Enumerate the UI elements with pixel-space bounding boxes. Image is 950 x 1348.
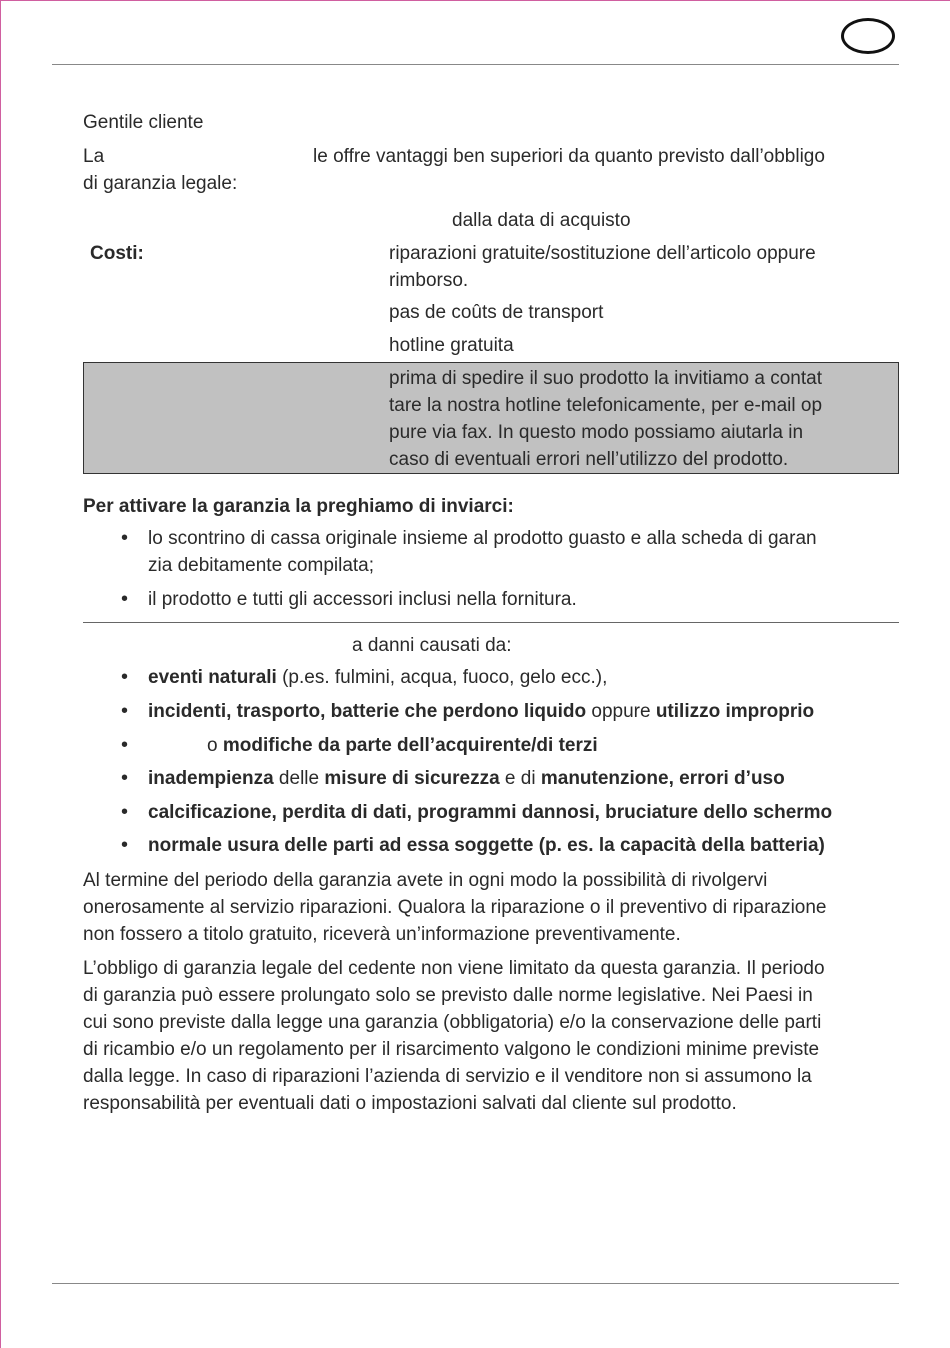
- exclusion-item-4: [148, 765, 785, 792]
- activate-item-1-line-2: zia debitamente compilata;: [148, 555, 375, 576]
- paragraph-line: cui sono previste dalla legge una garanzia (obbligatoria) e/o la conservazione delle parti: [83, 1012, 822, 1033]
- paragraph-line: di ricambio e/o un regolamento per il risarcimento valgono le condizioni minime previste: [83, 1039, 820, 1060]
- exclusion-bold: manutenzione, errori d’uso: [540, 768, 785, 789]
- exclusion-item-5: [148, 799, 832, 826]
- paragraph-after-warranty: [83, 867, 827, 948]
- bullet-marker: •: [121, 734, 129, 756]
- exclusion-bold: incidenti, trasporto, batterie che perdono liquido: [148, 701, 587, 722]
- greeting: Gentile cliente: [83, 112, 204, 133]
- paragraph-line: dalla legge. In caso di riparazioni l’azienda di servizio e il venditore non si assumono la: [83, 1066, 812, 1087]
- exclusion-text: (p.es. fulmini, acqua, fuoco, gelo ecc.),: [276, 667, 608, 688]
- paragraph-line: L’obbligo di garanzia legale del cedente non viene limitato da questa garanzia. Il periodo: [83, 958, 825, 979]
- bullet-marker: •: [121, 767, 129, 789]
- activate-item-1-line-1: lo scontrino di cassa originale insieme al prodotto guasto e alla scheda di garan: [148, 528, 817, 549]
- language-badge-oval: [841, 18, 895, 54]
- exclusion-text: o: [207, 735, 223, 756]
- activate-heading: Per attivare la garanzia la preghiamo di inviarci:: [83, 496, 514, 517]
- exclusion-bold: normale usura delle parti ad essa soggette (p. es. la capacità della batteria): [148, 835, 825, 856]
- hotline-note-line: pure via fax. In questo modo possiamo aiutarla in: [389, 422, 804, 443]
- exclusion-bold: modifiche da parte dell’acquirente/di terzi: [222, 735, 598, 756]
- exclusion-text: oppure: [586, 701, 656, 722]
- exclusion-item-1: [148, 664, 607, 691]
- paragraph-line: di garanzia può essere prolungato solo se previsto dalle norme legislative. Nei Paesi in: [83, 985, 813, 1006]
- paragraph-line: onerosamente al servizio riparazioni. Qualora la riparazione o il preventivo di riparazione: [83, 897, 827, 918]
- bullet-marker: •: [121, 834, 129, 856]
- bullet-marker: •: [121, 801, 129, 823]
- footer-rule: [52, 1283, 899, 1284]
- page-edge-top: [0, 0, 950, 1]
- paragraph-line: Al termine del periodo della garanzia avete in ogni modo la possibilità di rivolgervi: [83, 870, 768, 891]
- hotline-note-line: tare la nostra hotline telefonicamente, per e-mail op: [389, 395, 823, 416]
- paragraph-line: responsabilità per eventuali dati o impostazioni salvati dal cliente sul prodotto.: [83, 1093, 737, 1114]
- exclusions-heading: a danni causati da:: [352, 635, 512, 656]
- intro-la: La: [83, 146, 105, 167]
- warranty-date-text: dalla data di acquisto: [452, 210, 631, 231]
- exclusion-item-2: [148, 698, 814, 725]
- bullet-marker: •: [121, 588, 129, 610]
- bullet-marker: •: [121, 527, 129, 549]
- exclusion-bold: misure di sicurezza: [324, 768, 500, 789]
- activate-item-2: il prodotto e tutti gli accessori inclusi nella fornitura.: [148, 589, 577, 610]
- exclusion-bold: eventi naturali: [148, 667, 277, 688]
- bullet-marker: •: [121, 700, 129, 722]
- costs-line-2: rimborso.: [389, 270, 469, 291]
- section-separator: [83, 622, 899, 623]
- costs-line-1: riparazioni gratuite/sostituzione dell’articolo oppure: [389, 243, 816, 264]
- hotline-text: hotline gratuita: [389, 335, 514, 356]
- hotline-note: [389, 365, 822, 473]
- exclusion-item-3: [207, 732, 598, 759]
- intro-line-2: di garanzia legale:: [83, 173, 238, 194]
- hotline-note-line: caso di eventuali errori nell’utilizzo del prodotto.: [389, 449, 789, 470]
- exclusion-text: e di: [499, 768, 541, 789]
- header-rule: [52, 64, 899, 65]
- paragraph-legal: [83, 955, 825, 1117]
- paragraph-line: non fossero a titolo gratuito, riceverà un’informazione preventivamente.: [83, 924, 681, 945]
- costs-label: Costi:: [90, 243, 144, 264]
- bullet-marker: •: [121, 666, 129, 688]
- page-edge-left: [0, 0, 1, 1348]
- transport-text: pas de coûts de transport: [389, 302, 604, 323]
- exclusion-item-6: [148, 832, 825, 859]
- exclusion-bold: utilizzo improprio: [655, 701, 815, 722]
- exclusion-bold: calcificazione, perdita di dati, programmi dannosi, bruciature dello schermo: [148, 802, 833, 823]
- exclusion-text: delle: [273, 768, 325, 789]
- intro-line-1: le offre vantaggi ben superiori da quanto previsto dall’obbligo: [313, 146, 825, 167]
- hotline-note-line: prima di spedire il suo prodotto la invitiamo a contat: [389, 368, 823, 389]
- exclusion-bold: inadempienza: [148, 768, 274, 789]
